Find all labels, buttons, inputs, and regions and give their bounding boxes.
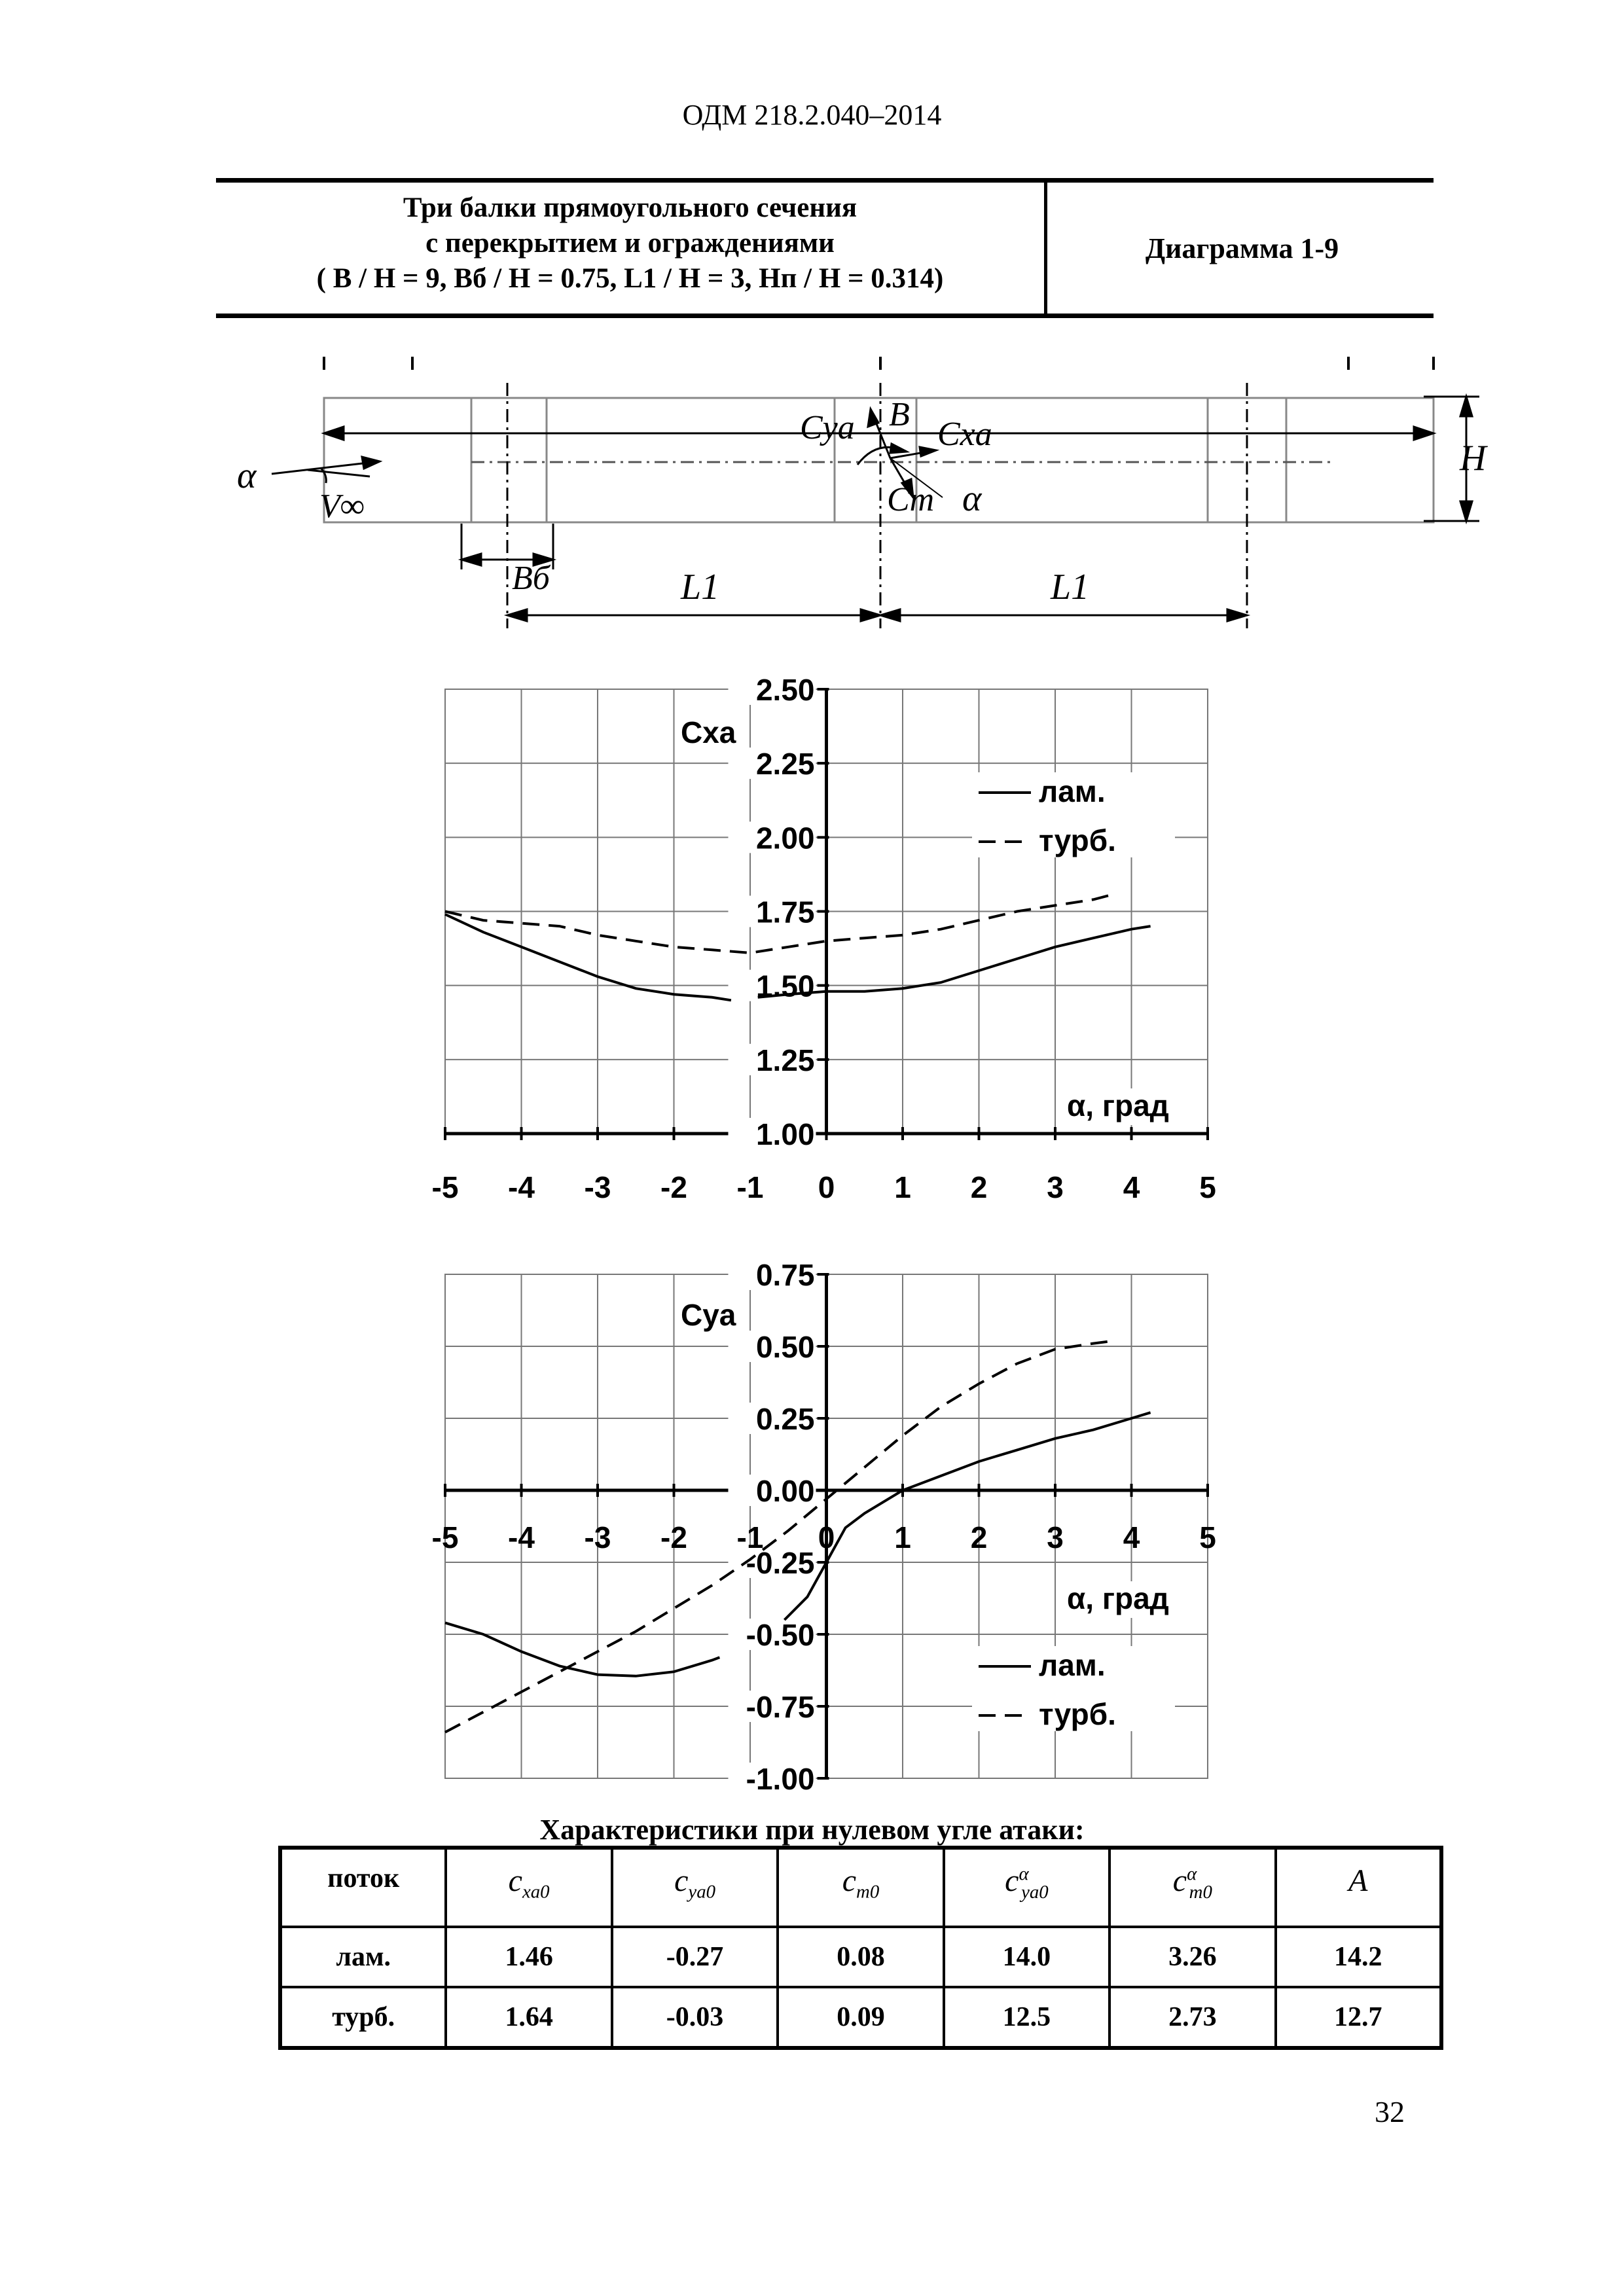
- table-cell: 14.0: [944, 1927, 1110, 1987]
- x-tick-label: -2: [660, 1170, 687, 1204]
- header-a: A: [1276, 1848, 1441, 1927]
- scheme-l1-right: L1: [1051, 567, 1090, 607]
- x-tick-label: 1: [894, 1170, 911, 1204]
- title-line-1: Три балки прямоугольного сечения: [403, 192, 857, 223]
- table-cell: 14.2: [1276, 1927, 1441, 1987]
- page-number: 32: [1375, 2095, 1405, 2128]
- scheme-alpha: α: [237, 456, 257, 496]
- series-line-lam: [445, 914, 731, 1000]
- header-cya0: $c_{ya0}$: [612, 1848, 778, 1927]
- table-cell: лам.: [280, 1927, 446, 1987]
- scheme-l1-left: L1: [681, 567, 720, 607]
- table-row: [280, 1987, 1441, 2048]
- parameters-table: [278, 1846, 1443, 2050]
- x-tick-label: 4: [1123, 1520, 1140, 1554]
- series-line-lam: [758, 926, 1151, 997]
- table-cell: 3.26: [1110, 1927, 1275, 1987]
- y-tick-label: 2.25: [755, 747, 815, 781]
- y-tick-label: 0.25: [755, 1402, 815, 1436]
- legend-label: турб.: [1039, 1697, 1116, 1731]
- scheme-cm: Cm: [887, 481, 935, 518]
- x-tick-label: -5: [431, 1520, 459, 1554]
- x-tick-label: 3: [1047, 1520, 1064, 1554]
- legend-label: лам.: [1039, 1648, 1106, 1682]
- table-cell: -0.03: [612, 1987, 778, 2048]
- x-tick-label: -1: [736, 1170, 764, 1204]
- y-tick-label: 0.75: [755, 1258, 815, 1292]
- legend-label: лам.: [1039, 774, 1106, 808]
- x-tick-label: -4: [508, 1520, 535, 1554]
- table-cell: -0.27: [612, 1927, 778, 1987]
- scheme-alpha-2: α: [962, 478, 982, 519]
- scheme-v-inf: V∞: [319, 488, 365, 525]
- cxa-chart: [0, 674, 1624, 1244]
- header-cya0-alpha: $c^\alpha_{ya0}$: [944, 1848, 1110, 1927]
- y-tick-label: 1.00: [755, 1117, 815, 1151]
- beam-scheme: [0, 340, 1624, 648]
- x-tick-label: -2: [660, 1520, 687, 1554]
- x-tick-label: -1: [736, 1520, 764, 1554]
- header-cxa0: $c_{xa0}$: [446, 1848, 611, 1927]
- table-row: [280, 1927, 1441, 1987]
- x-tick-label: -3: [584, 1170, 611, 1204]
- x-tick-label: -5: [431, 1170, 459, 1204]
- scheme-cxa: Cxa: [937, 416, 992, 453]
- cya-chart: [0, 1244, 1624, 1806]
- x-tick-label: 5: [1199, 1170, 1216, 1204]
- y-axis-label: Cya: [681, 1298, 736, 1332]
- table-cell: 12.5: [944, 1987, 1110, 2048]
- scheme-cya: Cya: [800, 409, 855, 446]
- title-line-3: ( B / H = 9, Bб / H = 0.75, L1 / H = 3, Hп / H = 0.314): [316, 263, 944, 294]
- y-axis-label: Cxa: [681, 715, 736, 749]
- table-cell: 1.46: [446, 1927, 611, 1987]
- document-code: ОДМ 218.2.040–2014: [682, 99, 942, 131]
- header-cm0-alpha: $c^\alpha_{m0}$: [1110, 1848, 1275, 1927]
- header-cm0: $c_{m0}$: [778, 1848, 943, 1927]
- y-tick-label: -0.50: [746, 1618, 815, 1652]
- table-caption: Характеристики при нулевом угле атаки:: [539, 1814, 1085, 1846]
- header-flow: поток: [280, 1848, 446, 1927]
- title-cell: [216, 183, 1047, 314]
- x-tick-label: -4: [508, 1170, 535, 1204]
- y-tick-label: -1.00: [746, 1762, 815, 1796]
- table-header-row: [280, 1848, 1441, 1927]
- scheme-h: H: [1460, 438, 1487, 478]
- y-tick-label: 1.50: [755, 969, 815, 1003]
- title-block: [216, 178, 1434, 318]
- scheme-bb: Bб: [512, 560, 550, 597]
- series-line-lam: [445, 1623, 719, 1676]
- x-tick-label: -3: [584, 1520, 611, 1554]
- x-tick-label: 4: [1123, 1170, 1140, 1204]
- x-tick-label: 2: [970, 1520, 988, 1554]
- x-axis-label: α, град: [1067, 1581, 1169, 1615]
- legend-label: турб.: [1039, 823, 1116, 857]
- table-cell: 0.08: [778, 1927, 943, 1987]
- table-cell: 1.64: [446, 1987, 611, 2048]
- x-tick-label: 5: [1199, 1520, 1216, 1554]
- y-tick-label: 2.50: [755, 674, 815, 707]
- scheme-b: B: [889, 396, 910, 433]
- table-cell: турб.: [280, 1987, 446, 2048]
- y-tick-label: -0.75: [746, 1690, 815, 1724]
- x-tick-label: 0: [818, 1170, 835, 1204]
- y-tick-label: -0.25: [746, 1546, 815, 1580]
- y-tick-label: 1.25: [755, 1043, 815, 1077]
- title-line-2: с перекрытием и ограждениями: [425, 228, 835, 259]
- diagram-label: Диаграмма 1-9: [1145, 232, 1339, 264]
- x-tick-label: 0: [818, 1520, 835, 1554]
- table-cell: 2.73: [1110, 1987, 1275, 2048]
- y-tick-label: 0.50: [755, 1330, 815, 1364]
- y-tick-label: 1.75: [755, 895, 815, 929]
- table-cell: 0.09: [778, 1987, 943, 2048]
- y-tick-label: 2.00: [755, 821, 815, 855]
- x-tick-label: 3: [1047, 1170, 1064, 1204]
- x-axis-label: α, град: [1067, 1088, 1169, 1122]
- x-tick-label: 1: [894, 1520, 911, 1554]
- y-tick-label: 0.00: [755, 1474, 815, 1508]
- table-cell: 12.7: [1276, 1987, 1441, 2048]
- x-tick-label: 2: [970, 1170, 988, 1204]
